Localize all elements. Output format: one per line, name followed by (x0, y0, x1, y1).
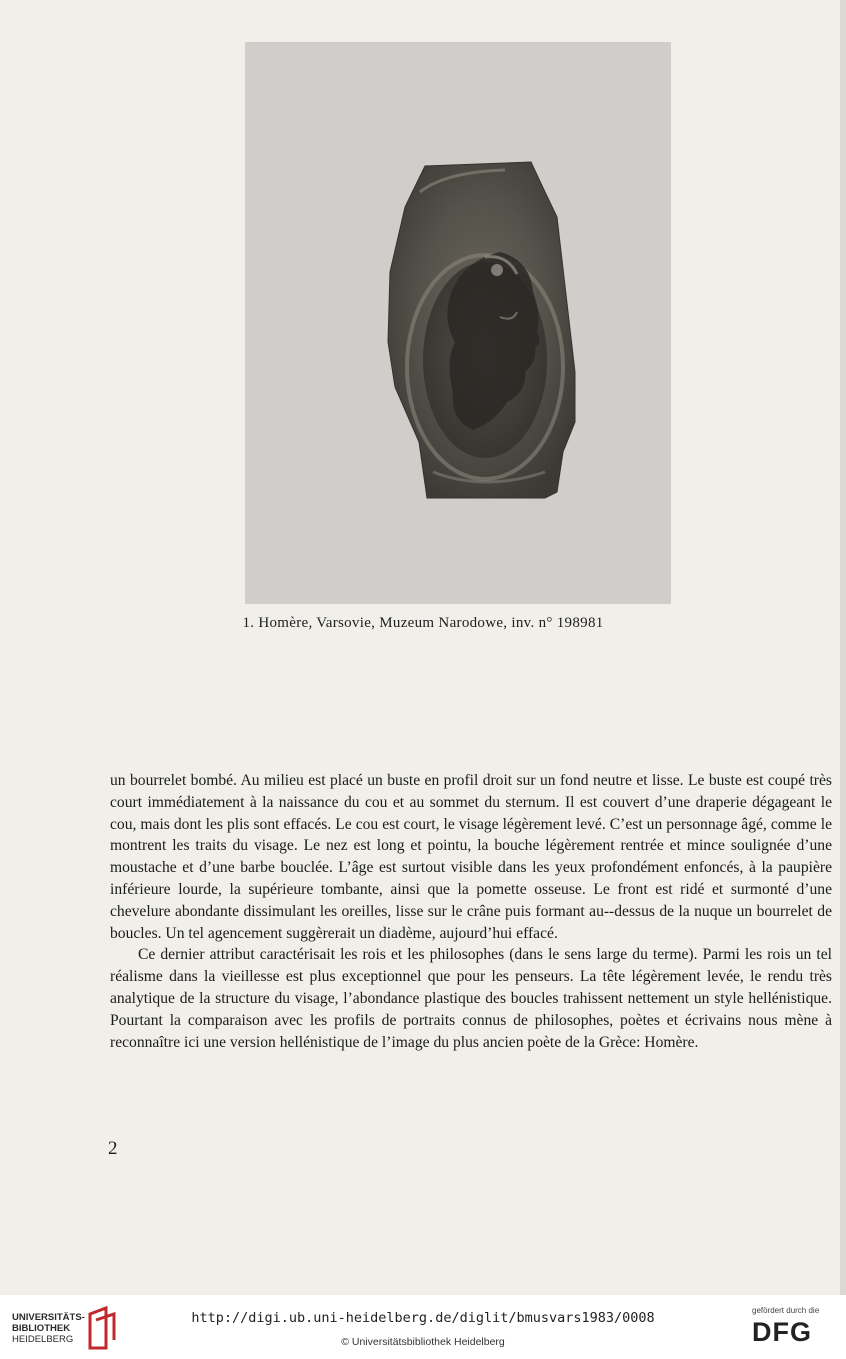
gem-image (245, 42, 671, 604)
funder-note: gefördert durch die (752, 1306, 820, 1315)
dfg-logo: DFG (752, 1317, 812, 1347)
library-line-1: UNIVERSITÄTS- (12, 1312, 85, 1323)
library-line-3: HEIDELBERG (12, 1334, 74, 1345)
body-text (110, 770, 832, 1053)
gem-photograph (245, 42, 671, 604)
copyright-notice: © Universitätsbibliothek Heidelberg (341, 1336, 505, 1348)
library-line-2: BIBLIOTHEK (12, 1323, 71, 1334)
footer-bar (0, 1295, 846, 1359)
paragraph-2: Ce dernier attribut caractérisait les rois et les philosophes (dans le sens large du terme). Parmi les rois un tel réalisme dans la vieillesse est plus exceptionnel que pour les penseurs. La tête légèrement levée, le rendu très analytique de la structure du visage, l’abondance plastique des boucles trahissent nettement un style hellénistique. Pourtant la comparaison avec les profils de portraits connus de philosophes, poètes et écrivains nous mène à reconnaître ici une version hellénistique de l’image du plus ancien poète de la Grèce: Homère. (110, 946, 832, 1051)
permalink-url[interactable]: http://digi.ub.uni-heidelberg.de/diglit/bmusvars1983/0008 (191, 1310, 655, 1326)
page-number: 2 (108, 1138, 118, 1159)
figure-caption: 1. Homère, Varsovie, Muzeum Narodowe, inv. n° 198981 (242, 615, 604, 631)
paragraph-1: un bourrelet bombé. Au milieu est placé un buste en profil droit sur un fond neutre et lisse. Le buste est coupé très court immédiatement à la naissance du cou et au sommet du sternum. Il est couvert d’une draperie dégageant le cou, mais dont les plis sont effacés. Le cou est court, le visage légèrement levé. C’est un personnage âgé, comme le montrent les traits du visage. Le nez est long et pointu, la bouche légèrement rentrée et mince soulignée d’une moustache et d’une barbe bouclée. L’âge est surtout visible dans les yeux profondément enfoncés, à la paupière inférieure lourde, la supérieure tombante, ainsi que la pomette osseuse. Le front est ridé et surmonté d’une chevelure abondante dissimulant les oreilles, lisse sur le crâne puis formant au--dessus de la nuque un bourrelet de boucles. Un tel agencement suggèrerait un diadème, aujourd’hui effacé. (110, 772, 832, 942)
